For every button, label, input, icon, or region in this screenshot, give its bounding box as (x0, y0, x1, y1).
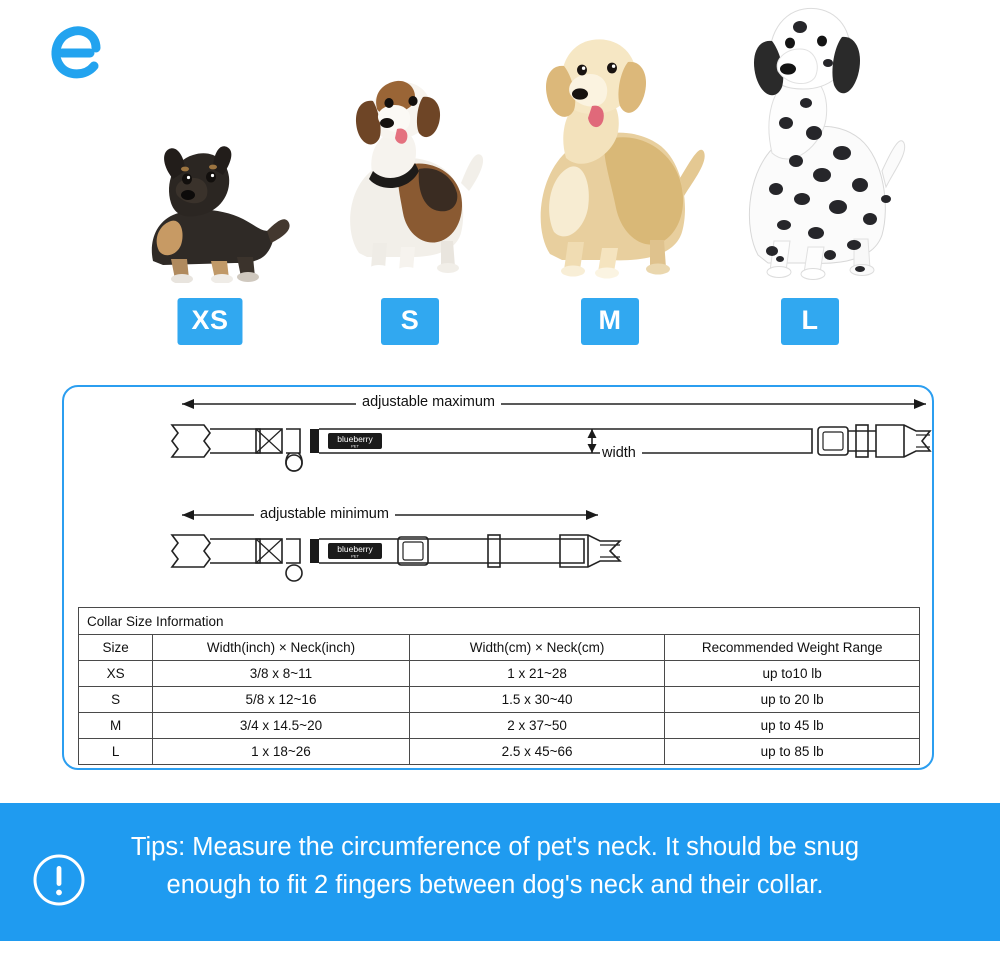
width-label: width (600, 445, 642, 461)
table-header-weight: Recommended Weight Range (665, 635, 920, 661)
collar-tag-text-bottom: blueberry (337, 544, 373, 554)
cell-weight: up to 85 lb (665, 739, 920, 765)
cell-inch: 1 x 18~26 (153, 739, 409, 765)
cell-size: M (79, 713, 153, 739)
tips-text: Tips: Measure the circumference of pet's neck. It should be snug enough to fit 2 fingers between dog's neck and their collar. (130, 833, 860, 899)
table-row (79, 687, 920, 713)
collar-diagram (64, 387, 932, 599)
adjustable-maximum-label: adjustable maximum (356, 394, 501, 410)
cell-size: XS (79, 661, 153, 687)
table-caption: Collar Size Information (79, 608, 920, 635)
cell-cm: 1 x 21~28 (409, 661, 665, 687)
table-header-cm: Width(cm) × Neck(cm) (409, 635, 665, 661)
svg-text:PET: PET (351, 443, 359, 449)
table-header-size: Size (79, 635, 153, 661)
golden-retriever-photo (510, 18, 710, 288)
cell-inch: 3/4 x 14.5~20 (153, 713, 409, 739)
beagle-photo (315, 43, 505, 288)
cell-size: L (79, 739, 153, 765)
dog-size-cell-xs (110, 0, 310, 350)
tips-banner (0, 803, 1000, 941)
collar-size-panel (62, 385, 934, 770)
size-badge-m: M (581, 298, 639, 345)
cell-weight: up to 20 lb (665, 687, 920, 713)
collar-tag-text-top: blueberry (337, 434, 373, 444)
cell-inch: 3/8 x 8~11 (153, 661, 409, 687)
dalmatian-photo (710, 0, 910, 288)
collar-size-table-wrap (78, 607, 920, 765)
cell-cm: 2.5 x 45~66 (409, 739, 665, 765)
dog-size-cell-m (510, 0, 710, 350)
size-badge-s: S (381, 298, 439, 345)
table-header-row (79, 635, 920, 661)
cell-cm: 2 x 37~50 (409, 713, 665, 739)
cell-size: S (79, 687, 153, 713)
table-row (79, 661, 920, 687)
cell-cm: 1.5 x 30~40 (409, 687, 665, 713)
puppy-photo (115, 83, 305, 288)
exclamation-circle-icon (32, 853, 86, 907)
cell-inch: 5/8 x 12~16 (153, 687, 409, 713)
cell-weight: up to10 lb (665, 661, 920, 687)
adjustable-minimum-label: adjustable minimum (254, 506, 395, 522)
svg-text:PET: PET (351, 553, 359, 559)
dog-size-cell-s (310, 0, 510, 350)
size-badge-xs: XS (177, 298, 242, 345)
table-header-inch: Width(inch) × Neck(inch) (153, 635, 409, 661)
table-caption-row (79, 608, 920, 635)
table-row (79, 739, 920, 765)
brand-logo (38, 22, 104, 88)
dog-size-cell-l (710, 0, 910, 350)
cell-weight: up to 45 lb (665, 713, 920, 739)
collar-size-table (78, 607, 920, 765)
dog-size-gallery (110, 0, 990, 350)
table-row (79, 713, 920, 739)
size-badge-l: L (781, 298, 839, 345)
